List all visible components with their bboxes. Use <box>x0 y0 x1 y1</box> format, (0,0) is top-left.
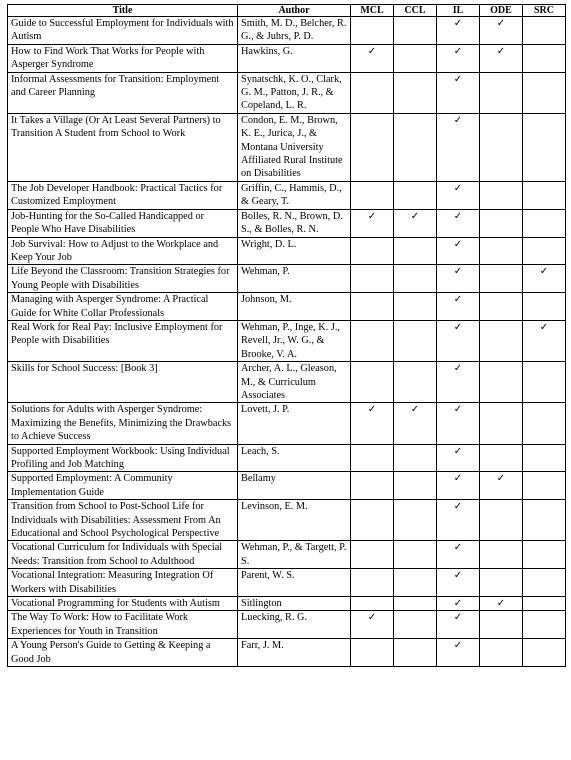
checkmark-icon: ✓ <box>453 238 463 250</box>
cell-ode <box>480 500 523 541</box>
table-row <box>8 403 566 444</box>
cell-title: How to Find Work That Works for People with Asperger Syndrome <box>8 44 238 72</box>
checkmark-icon: ✓ <box>367 45 377 57</box>
cell-ode <box>480 362 523 403</box>
cell-author: Condon, E. M., Brown, K. E., Jurica, J., & Montana University Affiliated Rural Institute on Disabilities <box>238 113 351 181</box>
cell-title: Job-Hunting for the So-Called Handicapped or People Who Have Disabilities <box>8 209 238 237</box>
cell-title: Solutions for Adults with Asperger Syndrome: Maximizing the Benefits, Minimizing the Drawbacks to Achieve Success <box>8 403 238 444</box>
cell-title: Skills for School Success: [Book 3] <box>8 362 238 403</box>
cell-src <box>523 181 566 209</box>
cell-il <box>437 265 480 293</box>
column-header-title: Title <box>8 5 238 17</box>
cell-title: A Young Person's Guide to Getting & Keeping a Good Job <box>8 639 238 667</box>
cell-src <box>523 362 566 403</box>
cell-title: Supported Employment Workbook: Using Individual Profiling and Job Matching <box>8 444 238 472</box>
cell-title: Vocational Programming for Students with Autism <box>8 597 238 611</box>
checkmark-icon: ✓ <box>367 404 377 416</box>
cell-mcl <box>351 17 394 45</box>
cell-ccl <box>394 597 437 611</box>
cell-ccl <box>394 611 437 639</box>
table-row <box>8 320 566 361</box>
checkmark-icon: ✓ <box>453 294 463 306</box>
cell-ccl <box>394 569 437 597</box>
checkmark-icon: ✓ <box>453 570 463 582</box>
cell-author: Leach, S. <box>238 444 351 472</box>
cell-ode <box>480 265 523 293</box>
checkmark-icon: ✓ <box>496 45 506 57</box>
cell-ode <box>480 444 523 472</box>
cell-src <box>523 17 566 45</box>
cell-ode <box>480 472 523 500</box>
cell-author: Griffin, C., Hammis, D., & Geary, T. <box>238 181 351 209</box>
cell-ccl <box>394 17 437 45</box>
cell-src <box>523 639 566 667</box>
checkmark-icon: ✓ <box>453 321 463 333</box>
cell-ccl <box>394 472 437 500</box>
checkmark-icon: ✓ <box>453 266 463 278</box>
cell-author: Levinson, E. M. <box>238 500 351 541</box>
cell-mcl <box>351 611 394 639</box>
cell-author: Archer, A. L., Gleason, M., & Curriculum Associates <box>238 362 351 403</box>
cell-title: Informal Assessments for Transition: Employment and Career Planning <box>8 72 238 113</box>
cell-mcl <box>351 237 394 265</box>
cell-src <box>523 597 566 611</box>
checkmark-icon: ✓ <box>453 114 463 126</box>
checkmark-icon: ✓ <box>453 45 463 57</box>
cell-mcl <box>351 72 394 113</box>
checkmark-icon: ✓ <box>410 404 420 416</box>
table-row <box>8 17 566 45</box>
checkmark-icon: ✓ <box>453 640 463 652</box>
checkmark-icon: ✓ <box>453 210 463 222</box>
cell-mcl <box>351 472 394 500</box>
cell-src <box>523 320 566 361</box>
cell-author: Wehman, P., Inge, K. J., Revell, Jr., W. G., & Brooke, V. A. <box>238 320 351 361</box>
cell-ccl <box>394 72 437 113</box>
cell-author: Bolles, R. N., Brown, D. S., & Bolles, R. N. <box>238 209 351 237</box>
table-body <box>8 17 566 667</box>
checkmark-icon: ✓ <box>496 473 506 485</box>
checkmark-icon: ✓ <box>453 404 463 416</box>
cell-title: Vocational Curriculum for Individuals with Special Needs: Transition from School to Adulthood <box>8 541 238 569</box>
checkmark-icon: ✓ <box>453 18 463 29</box>
cell-src <box>523 541 566 569</box>
cell-ccl <box>394 44 437 72</box>
cell-mcl <box>351 597 394 611</box>
cell-ccl <box>394 265 437 293</box>
checkmark-icon: ✓ <box>453 182 463 194</box>
cell-title: Real Work for Real Pay: Inclusive Employment for People with Disabilities <box>8 320 238 361</box>
cell-author: Farr, J. M. <box>238 639 351 667</box>
cell-mcl <box>351 541 394 569</box>
cell-ccl <box>394 209 437 237</box>
checkmark-icon: ✓ <box>367 210 377 222</box>
cell-src <box>523 265 566 293</box>
cell-author: Luecking, R. G. <box>238 611 351 639</box>
cell-ode <box>480 237 523 265</box>
cell-src <box>523 209 566 237</box>
table-row <box>8 265 566 293</box>
cell-mcl <box>351 403 394 444</box>
cell-il <box>437 597 480 611</box>
cell-author: Wehman, P. <box>238 265 351 293</box>
cell-ccl <box>394 541 437 569</box>
cell-il <box>437 444 480 472</box>
cell-ccl <box>394 113 437 181</box>
cell-author: Smith, M. D., Belcher, R. G., & Juhrs, P. D. <box>238 17 351 45</box>
table-row <box>8 639 566 667</box>
cell-ode <box>480 403 523 444</box>
cell-author: Wright, D. L. <box>238 237 351 265</box>
cell-ode <box>480 17 523 45</box>
table-row <box>8 237 566 265</box>
cell-ccl <box>394 639 437 667</box>
cell-title: Supported Employment: A Community Implementation Guide <box>8 472 238 500</box>
checkmark-icon: ✓ <box>453 363 463 375</box>
cell-src <box>523 444 566 472</box>
table-row <box>8 569 566 597</box>
cell-title: Job Survival: How to Adjust to the Workplace and Keep Your Job <box>8 237 238 265</box>
table-row <box>8 611 566 639</box>
cell-ode <box>480 113 523 181</box>
cell-author: Hawkins, G. <box>238 44 351 72</box>
cell-il <box>437 541 480 569</box>
cell-il <box>437 293 480 321</box>
cell-mcl <box>351 500 394 541</box>
cell-ode <box>480 209 523 237</box>
checkmark-icon: ✓ <box>453 73 463 85</box>
cell-author: Parent, W. S. <box>238 569 351 597</box>
cell-mcl <box>351 444 394 472</box>
checkmark-icon: ✓ <box>453 445 463 457</box>
cell-mcl <box>351 209 394 237</box>
table-row <box>8 597 566 611</box>
cell-mcl <box>351 44 394 72</box>
cell-ode <box>480 569 523 597</box>
cell-mcl <box>351 265 394 293</box>
cell-il <box>437 362 480 403</box>
column-header-author: Author <box>238 5 351 17</box>
cell-il <box>437 569 480 597</box>
cell-il <box>437 17 480 45</box>
cell-ccl <box>394 362 437 403</box>
cell-src <box>523 113 566 181</box>
cell-author: Synatschk, K. O., Clark, G. M., Patton, J. R., & Copeland, L. R. <box>238 72 351 113</box>
cell-il <box>437 639 480 667</box>
cell-title: The Job Developer Handbook: Practical Tactics for Customized Employment <box>8 181 238 209</box>
cell-src <box>523 72 566 113</box>
cell-ode <box>480 611 523 639</box>
checkmark-icon: ✓ <box>539 321 549 333</box>
table-row <box>8 44 566 72</box>
cell-ode <box>480 639 523 667</box>
cell-ode <box>480 597 523 611</box>
cell-src <box>523 611 566 639</box>
cell-il <box>437 44 480 72</box>
cell-src <box>523 500 566 541</box>
cell-src <box>523 472 566 500</box>
cell-il <box>437 209 480 237</box>
column-header-il: IL <box>437 5 480 17</box>
table-row <box>8 293 566 321</box>
cell-il <box>437 113 480 181</box>
cell-src <box>523 44 566 72</box>
cell-il <box>437 237 480 265</box>
column-header-mcl: MCL <box>351 5 394 17</box>
table-row <box>8 541 566 569</box>
cell-il <box>437 403 480 444</box>
cell-il <box>437 320 480 361</box>
column-header-ode: ODE <box>480 5 523 17</box>
cell-mcl <box>351 320 394 361</box>
cell-author: Bellamy <box>238 472 351 500</box>
cell-src <box>523 237 566 265</box>
cell-ode <box>480 72 523 113</box>
cell-ccl <box>394 293 437 321</box>
resource-table <box>7 4 566 667</box>
cell-ccl <box>394 500 437 541</box>
table-row <box>8 181 566 209</box>
table-row <box>8 209 566 237</box>
cell-title: Life Beyond the Classroom: Transition Strategies for Young People with Disabilities <box>8 265 238 293</box>
checkmark-icon: ✓ <box>539 266 549 278</box>
cell-author: Johnson, M. <box>238 293 351 321</box>
cell-il <box>437 472 480 500</box>
cell-ode <box>480 44 523 72</box>
cell-mcl <box>351 639 394 667</box>
cell-title: Transition from School to Post-School Life for Individuals with Disabilities: Assessment From An Educational and School Psychological Perspective <box>8 500 238 541</box>
cell-ccl <box>394 444 437 472</box>
checkmark-icon: ✓ <box>453 473 463 485</box>
table-row <box>8 72 566 113</box>
cell-ccl <box>394 320 437 361</box>
cell-il <box>437 181 480 209</box>
cell-src <box>523 569 566 597</box>
checkmark-icon: ✓ <box>496 18 506 29</box>
cell-mcl <box>351 181 394 209</box>
cell-mcl <box>351 569 394 597</box>
checkmark-icon: ✓ <box>496 598 506 610</box>
cell-mcl <box>351 293 394 321</box>
cell-author: Wehman, P., & Targett, P. S. <box>238 541 351 569</box>
checkmark-icon: ✓ <box>453 612 463 624</box>
column-header-ccl: CCL <box>394 5 437 17</box>
cell-src <box>523 293 566 321</box>
cell-il <box>437 611 480 639</box>
table-row <box>8 362 566 403</box>
table-row <box>8 113 566 181</box>
table-row <box>8 444 566 472</box>
cell-mcl <box>351 362 394 403</box>
cell-ccl <box>394 237 437 265</box>
cell-title: Managing with Asperger Syndrome: A Practical Guide for White Collar Professionals <box>8 293 238 321</box>
checkmark-icon: ✓ <box>453 598 463 610</box>
cell-author: Lovett, J. P. <box>238 403 351 444</box>
checkmark-icon: ✓ <box>410 210 420 222</box>
cell-il <box>437 72 480 113</box>
table-row <box>8 472 566 500</box>
checkmark-icon: ✓ <box>453 542 463 554</box>
checkmark-icon: ✓ <box>367 612 377 624</box>
cell-ode <box>480 320 523 361</box>
cell-ode <box>480 181 523 209</box>
column-header-src: SRC <box>523 5 566 17</box>
cell-ode <box>480 541 523 569</box>
cell-title: The Way To Work: How to Facilitate Work Experiences for Youth in Transition <box>8 611 238 639</box>
cell-author: Sitlington <box>238 597 351 611</box>
checkmark-icon: ✓ <box>453 501 463 513</box>
cell-il <box>437 500 480 541</box>
cell-ccl <box>394 181 437 209</box>
cell-ode <box>480 293 523 321</box>
cell-title: Vocational Integration: Measuring Integration Of Workers with Disabilities <box>8 569 238 597</box>
cell-ccl <box>394 403 437 444</box>
table-row <box>8 500 566 541</box>
header-row <box>8 5 566 17</box>
cell-title: Guide to Successful Employment for Individuals with Autism <box>8 17 238 45</box>
cell-mcl <box>351 113 394 181</box>
cell-title: It Takes a Village (Or At Least Several Partners) to Transition A Student from School to Work <box>8 113 238 181</box>
cell-src <box>523 403 566 444</box>
